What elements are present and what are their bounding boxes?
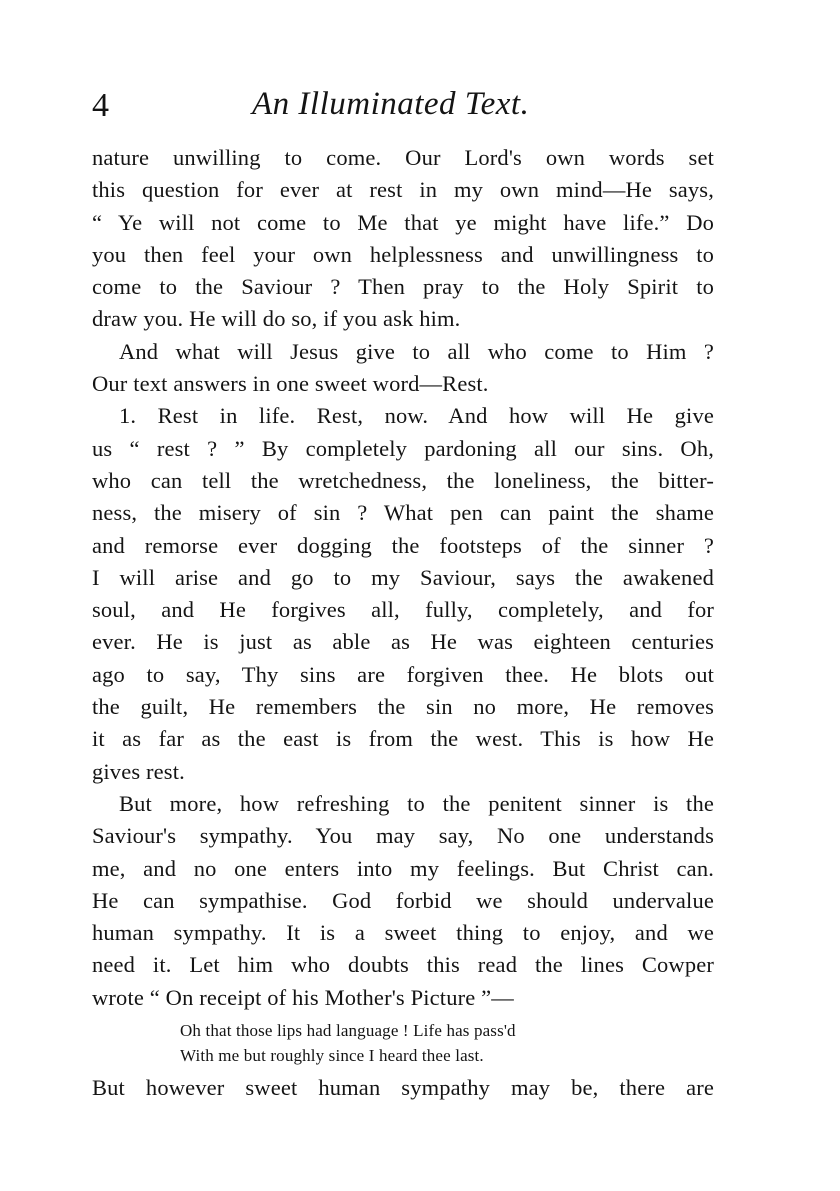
paragraph-start-line: And what will Jesus give to all who come to Him ? <box>119 338 714 364</box>
text-line: it as far as the east is from the west. This is how He <box>92 726 714 752</box>
page-number: 4 <box>92 87 109 124</box>
paragraph-start-line: But more, how refreshing to the penitent sinner is the <box>119 790 714 816</box>
closing-text-line: But however sweet human sympathy may be, there are <box>92 1075 714 1101</box>
text-line: you then feel your own helplessness and unwillingness to <box>92 241 714 267</box>
text-line: me, and no one enters into my feelings. But Christ can. <box>92 855 714 881</box>
text-line: the guilt, He remembers the sin no more, He removes <box>92 694 714 720</box>
verse-line: Oh that those lips had language ! Life has pass'd <box>180 1021 516 1041</box>
text-line: soul, and He forgives all, fully, completely, and for <box>92 597 714 623</box>
verse-quotation <box>92 1018 714 1068</box>
text-line: “ Ye will not come to Me that ye might have life.” Do <box>92 209 714 235</box>
running-title: An Illuminated Text. <box>252 86 530 122</box>
verse-line: With me but roughly since I heard thee last. <box>180 1046 484 1066</box>
text-line: ever. He is just as able as He was eighteen centuries <box>92 629 714 655</box>
paragraph-start-line: 1. Rest in life. Rest, now. And how will He give <box>119 403 714 429</box>
text-line: ness, the misery of sin ? What pen can paint the shame <box>92 500 714 526</box>
text-line: I will arise and go to my Saviour, says the awakened <box>92 564 714 590</box>
text-line: nature unwilling to come. Our Lord's own words set <box>92 145 714 170</box>
text-line: ago to say, Thy sins are forgiven thee. He blots out <box>92 661 714 687</box>
text-line: need it. Let him who doubts this read the lines Cowper <box>92 952 714 978</box>
text-line: come to the Saviour ? Then pray to the Holy Spirit to <box>92 274 714 300</box>
text-line: and remorse ever dogging the footsteps of the sinner ? <box>92 532 714 558</box>
page-header <box>92 80 732 130</box>
text-line: Our text answers in one sweet word—Rest. <box>92 371 489 397</box>
text-line: who can tell the wretchedness, the loneliness, the bitter- <box>92 467 714 493</box>
text-line: Saviour's sympathy. You may say, No one understands <box>92 823 714 849</box>
body-text <box>92 142 714 1104</box>
text-line: gives rest. <box>92 758 185 784</box>
text-line: us “ rest ? ” By completely pardoning all our sins. Oh, <box>92 435 714 461</box>
text-line: human sympathy. It is a sweet thing to enjoy, and we <box>92 920 714 946</box>
text-line: this question for ever at rest in my own mind—He says, <box>92 177 714 203</box>
text-line: wrote “ On receipt of his Mother's Picture ”— <box>92 984 514 1010</box>
text-line: He can sympathise. God forbid we should undervalue <box>92 887 714 913</box>
text-line: draw you. He will do so, if you ask him. <box>92 306 461 332</box>
